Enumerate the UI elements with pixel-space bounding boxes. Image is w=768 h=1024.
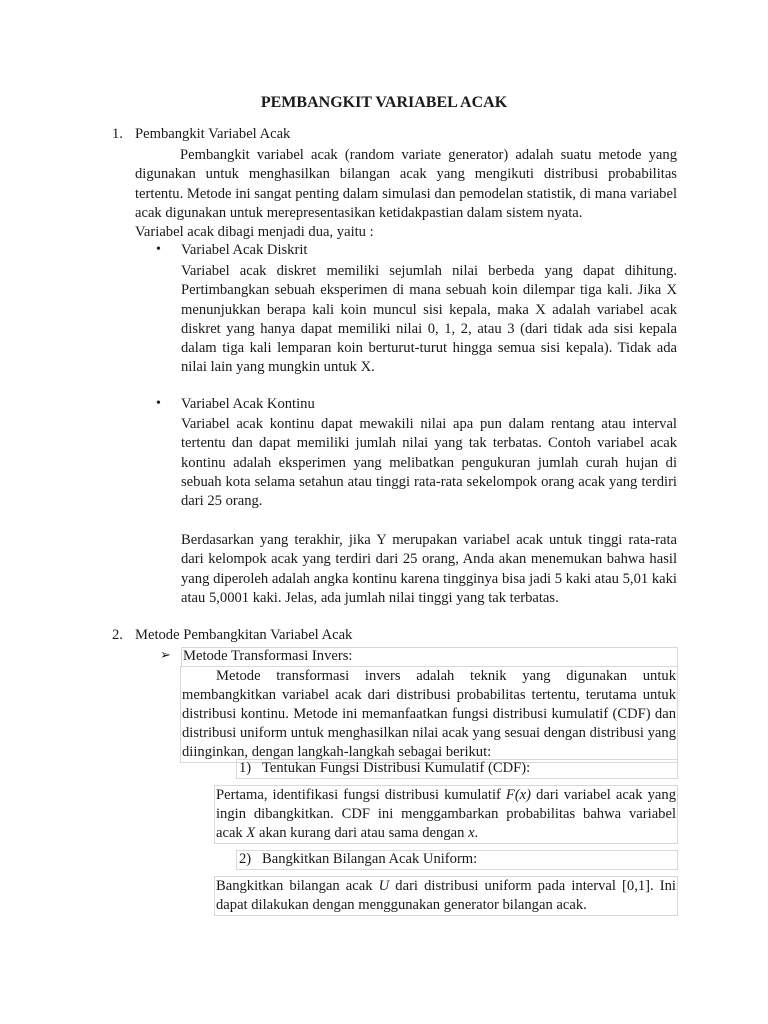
section-2-heading — [112, 627, 352, 644]
text-run: Pertama, identifikasi fungsi distribusi kumulatif — [216, 787, 506, 803]
text-run: dari variabel acak yang ingin dibangkitkan. CDF ini menggambarkan probabilitas bahwa variabel acak — [216, 787, 676, 841]
continuous-text-2: Berdasarkan yang terakhir, jika Y merupakan variabel acak untuk tinggi rata-rata dari kelompok acak yang terdiri dari 25 orang, Anda akan menemukan bahwa hasil yang diperoleh adalah angka kontinu karena tingginya bisa jadi 5 kaki atau 5,01 kaki atau 5,0001 kaki. Jelas, ada jumlah nilai tinggi yang tak terbatas. — [181, 532, 677, 606]
section-number: 2. — [112, 627, 123, 643]
step-number: 1) — [239, 760, 252, 776]
text-run: dari distribusi uniform pada interval [0,1]. Ini dapat dilakukan dengan menggunakan generator bilangan acak. — [216, 878, 676, 913]
bullet-icon: • — [156, 242, 161, 257]
arrow-bullet-icon: ➢ — [160, 647, 171, 662]
continuous-text: Variabel acak kontinu dapat mewakili nilai apa pun dalam rentang atau interval tertentu dan dapat memiliki jumlah nilai yang tak terbatas. Contoh variabel acak kontinu adalah eksperimen yang melibatkan pengukuran jumlah curah hujan di sebuah kota selama setahun atau tinggi rata-rata sekelompok orang acak yang terdiri dari 25 orang. — [181, 416, 677, 510]
section-1-split-text: Variabel acak dibagi menjadi dua, yaitu : — [135, 224, 374, 240]
section-1-intro: Pembangkit variabel acak (random variate generator) adalah suatu metode yang digunakan untuk menghasilkan bilangan acak yang mengikuti distribusi probabilitas tertentu. Metode ini sangat penting dalam simulasi dan pemodelan statistik, di mana variabel acak digunakan untuk merepresentasikan ketidakpastian dalam sistem nyata. — [135, 147, 677, 221]
section-1-heading — [112, 126, 290, 143]
bullet-icon: • — [156, 396, 161, 411]
step-2-heading — [236, 850, 678, 870]
step-1-text — [214, 785, 678, 844]
page-title: PEMBANGKIT VARIABEL ACAK — [260, 94, 508, 111]
math-X: X — [246, 825, 256, 841]
math-fx: F(x) — [505, 787, 532, 803]
continuous-label: Variabel Acak Kontinu — [181, 396, 315, 412]
text-run: . — [474, 825, 479, 841]
section-heading-text: Pembangkit Variabel Acak — [135, 126, 291, 142]
step-number: 2) — [239, 851, 252, 867]
step-1-heading — [236, 759, 678, 779]
step-label: Bangkitkan Bilangan Acak Uniform: — [262, 851, 478, 867]
step-label: Tentukan Fungsi Distribusi Kumulatif (CDF): — [262, 760, 531, 776]
section-heading-text: Metode Pembangkitan Variabel Acak — [135, 627, 353, 643]
method-text: Metode transformasi invers adalah teknik yang digunakan untuk membangkitkan variabel acak dari distribusi probabilitas tertentu, terutama untuk distribusi kontinu. Metode ini memanfaatkan fungsi distribusi kumulatif (CDF) dan distribusi uniform untuk menghasilkan nilai acak yang sesuai dengan distribusi yang diinginkan, dengan langkah-langkah sebagai berikut: — [180, 666, 678, 763]
text-run: akan kurang dari atau sama dengan — [255, 825, 469, 841]
math-x: x — [468, 825, 475, 841]
section-number: 1. — [112, 126, 123, 142]
math-U: U — [378, 878, 390, 894]
discrete-label: Variabel Acak Diskrit — [181, 242, 308, 258]
method-label: Metode Transformasi Invers: — [181, 647, 678, 667]
discrete-text: Variabel acak diskret memiliki sejumlah nilai berbeda yang dapat dihitung. Pertimbangkan sebuah eksperimen di mana sebuah koin dilempar tiga kali. Jika X menunjukkan berapa kali koin muncul sisi kepala, maka X adalah variabel acak diskret yang hanya dapat memiliki nilai 0, 1, 2, atau 3 (dari tidak ada sisi kepala dalam tiga kali lemparan koin berturut-turut hingga semua sisi kepala). Tidak ada nilai lain yang mungkin untuk X. — [181, 263, 677, 376]
step-2-text — [214, 876, 678, 916]
text-run: Bangkitkan bilangan acak — [216, 878, 379, 894]
